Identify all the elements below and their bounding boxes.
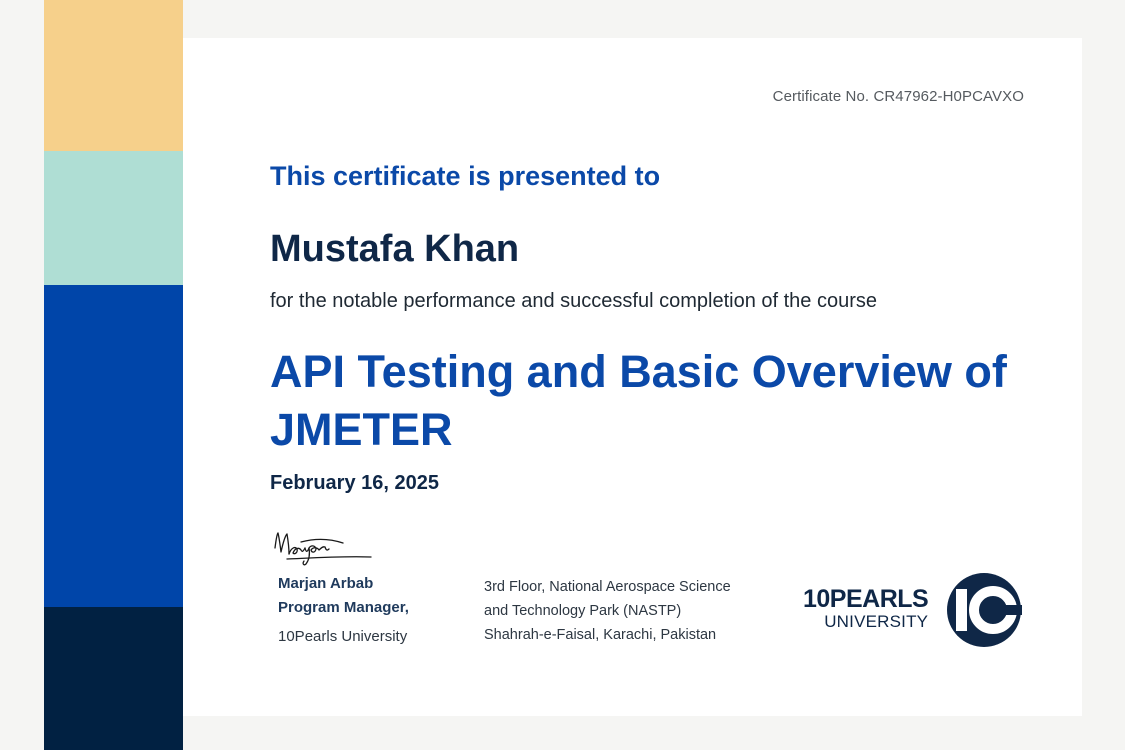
certificate-number: Certificate No. CR47962-H0PCAVXO (772, 88, 1024, 105)
stripe-yellow (44, 0, 183, 151)
address-line: Shahrah-e-Faisal, Karachi, Pakistan (484, 627, 717, 643)
logo-wordmark (803, 586, 928, 632)
signatory-name: Marjan Arbab (278, 575, 374, 592)
address-line: and Technology Park (NASTP) (484, 603, 682, 619)
stripe-navy (44, 607, 183, 750)
signature-image (271, 528, 381, 570)
stripe-blue (44, 285, 183, 607)
signatory-title: Program Manager, (278, 599, 409, 616)
certificate-card (183, 38, 1082, 716)
course-title: API Testing and Basic Overview of JMETER (270, 346, 1007, 455)
logo-sub-text: UNIVERSITY (824, 612, 929, 631)
completion-date: February 16, 2025 (270, 472, 439, 494)
address-line: 3rd Floor, National Aerospace Science (484, 579, 731, 595)
signatory-organization: 10Pearls University (278, 628, 408, 645)
completion-description: for the notable performance and successful completion of the course (270, 290, 878, 312)
address-block (484, 575, 731, 647)
10-emblem-icon (946, 572, 1022, 648)
recipient-name: Mustafa Khan (270, 228, 520, 270)
logo-main-text: 10PEARLS (803, 585, 929, 613)
presented-to-heading: This certificate is presented to (270, 161, 661, 191)
stripe-mint (44, 151, 183, 285)
